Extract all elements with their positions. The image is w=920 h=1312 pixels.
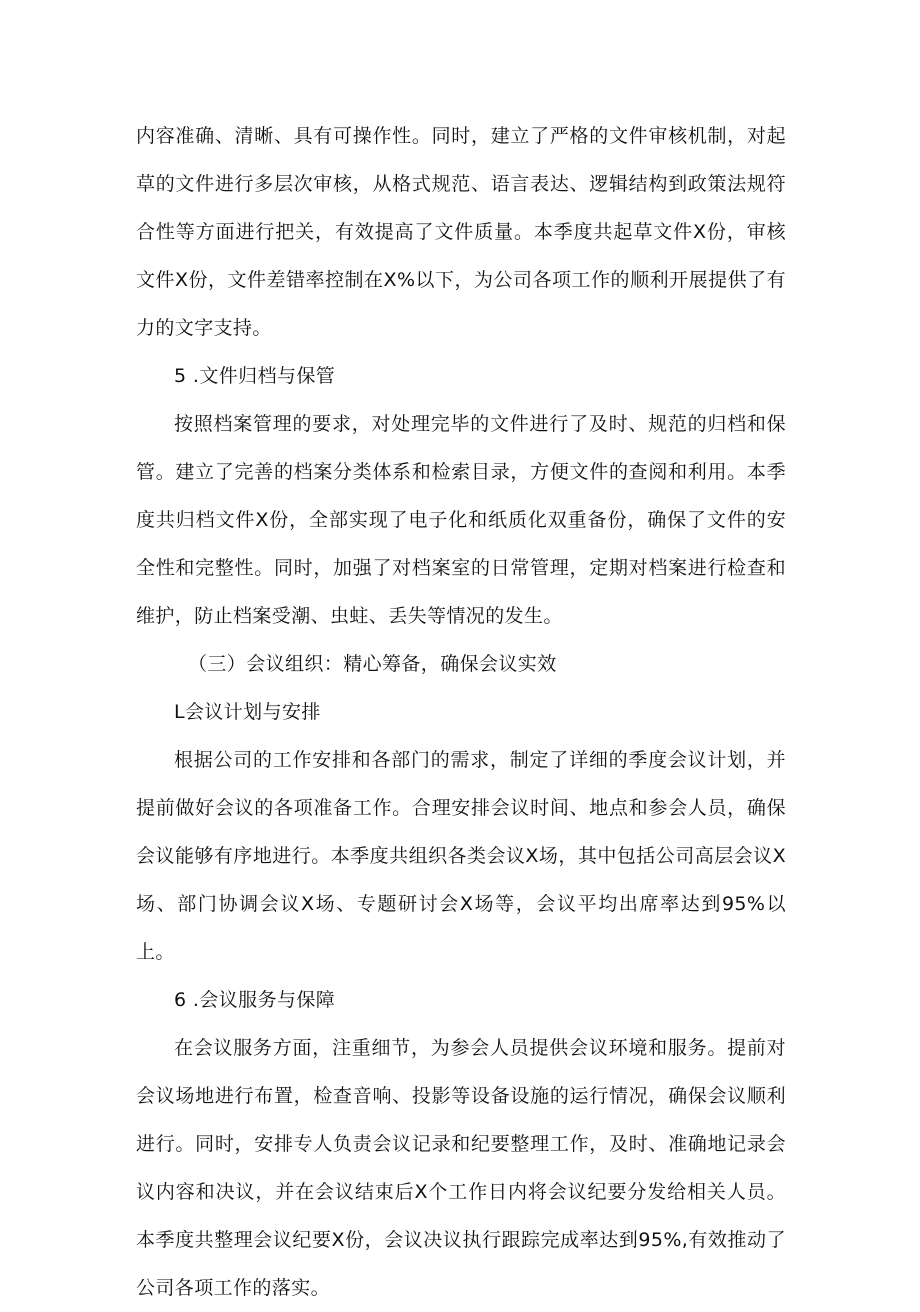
paragraph-meeting-service: 在会议服务方面，注重细节，为参会人员提供会议环境和服务。提前对会议场地进行布置，检查音响、投影等设备设施的运行情况，确保会议顺利进行。同时，安排专人负责会议记录和纪要整理工作，及时、准确地记录会议内容和决议，并在会议结束后X个工作日内将会议纪要分发给相关人员。本季度共整理会议纪要X份，会议决议执行跟踪完成率达到95%,有效推动了公司各项工作的落实。 <box>136 1037 786 1299</box>
document-body <box>136 112 786 1312</box>
heading-file-archiving: 5 .文件归档与保管 <box>174 365 336 387</box>
paragraph-file-archiving: 按照档案管理的要求，对处理完毕的文件进行了及时、规范的归档和保管。建立了完善的档案分类体系和检索目录，方便文件的查阅和利用。本季度共归档文件X份，全部实现了电子化和纸质化双重备份，确保了文件的安全性和完整性。同时，加强了对档案室的日常管理，定期对档案进行检查和维护，防止档案受潮、虫蛀、丢失等情况的发生。 <box>136 413 786 627</box>
paragraph-document-drafting-review: 内容准确、清晰、具有可操作性。同时，建立了严格的文件审核机制，对起草的文件进行多层次审核，从格式规范、语言表达、逻辑结构到政策法规符合性等方面进行把关，有效提高了文件质量。本季度共起草文件X份，审核文件X份，文件差错率控制在X%以下，为公司各项工作的顺利开展提供了有力的文字支持。 <box>136 125 786 339</box>
paragraph-meeting-planning: 根据公司的工作安排和各部门的需求，制定了详细的季度会议计划，并提前做好会议的各项准备工作。合理安排会议时间、地点和参会人员，确保会议能够有序地进行。本季度共组织各类会议X场，其中包括公司高层会议X场、部门协调会议X场、专题研讨会X场等，会议平均出席率达到95%以上。 <box>136 749 786 963</box>
subsection-meeting-organization: （三）会议组织：精心筹备，确保会议实效 <box>188 653 557 675</box>
heading-meeting-service: 6 .会议服务与保障 <box>174 989 336 1011</box>
heading-meeting-planning: L会议计划与安排 <box>174 701 321 723</box>
